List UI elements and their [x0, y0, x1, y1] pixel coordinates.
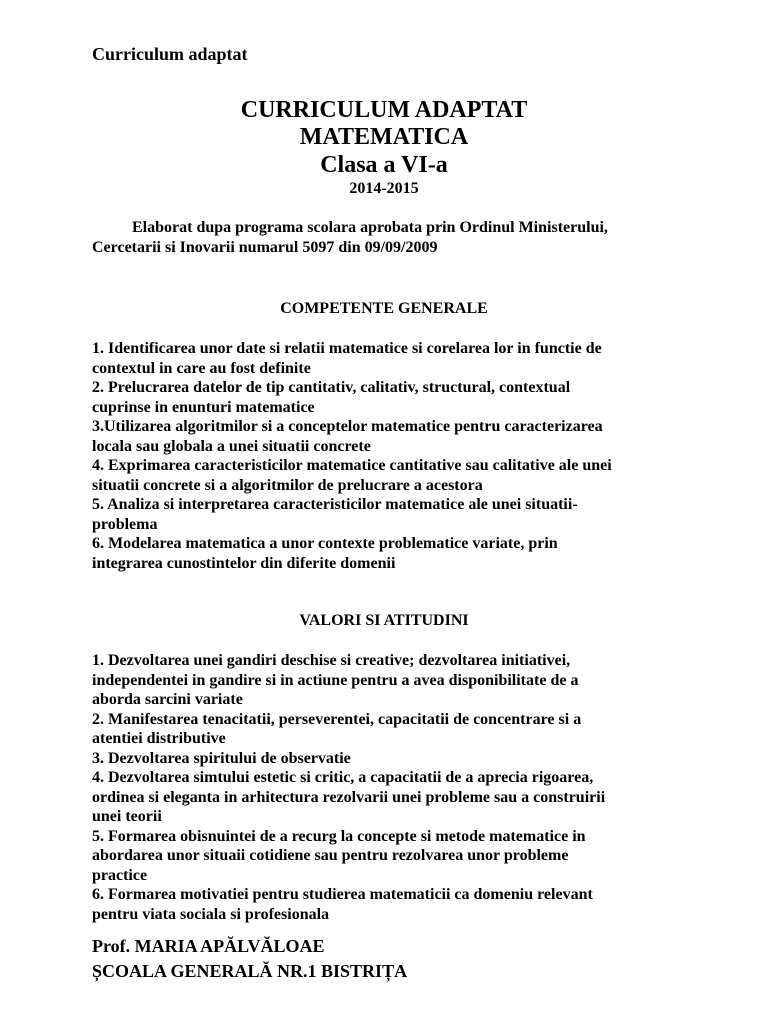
list-line: integrarea cunostintelor din diferite domenii — [92, 554, 396, 572]
list-line: independentei in gandire si in actiune pentru a avea disponibilitate de a — [92, 671, 579, 689]
competente-list — [92, 339, 692, 573]
competente-heading: COMPETENTE GENERALE — [280, 300, 488, 317]
valori-heading: VALORI SI ATITUDINI — [299, 612, 469, 629]
intro-line: Cercetarii si Inovarii numarul 5097 din 09/09/2009 — [92, 239, 438, 256]
list-line: 2. Manifestarea tenacitatii, perseverentei, capacitatii de concentrare si a — [92, 710, 582, 728]
list-line: practice — [92, 866, 148, 884]
list-line: 6. Formarea motivatiei pentru studierea matematicii ca domeniu relevant — [92, 886, 593, 903]
page-header: Curriculum adaptat — [92, 44, 248, 64]
list-line: 1. Identificarea unor date si relatii matematice si corelarea lor in functie de — [92, 340, 602, 357]
list-line: 4. Dezvoltarea simtului estetic si critic, a capacitatii de a aprecia rigoarea, — [92, 769, 594, 786]
title-block — [0, 97, 768, 199]
list-line: 6. Modelarea matematica a unor contexte problematice variate, prin — [92, 535, 558, 552]
school-name: ȘCOALA GENERALĂ NR.1 BISTRIȚA — [92, 961, 408, 981]
list-line: problema — [92, 515, 158, 533]
list-line: situatii concrete si a algoritmilor de prelucrare a acestora — [92, 476, 483, 494]
list-line: cuprinse in enunturi matematice — [92, 398, 315, 416]
author-name: Prof. MARIA APĂLVĂLOAE — [92, 936, 325, 956]
list-line: 3.Utilizarea algoritmilor si a conceptelor matematice pentru caracterizarea — [92, 418, 603, 435]
list-line: 3. Dezvoltarea spiritului de observatie — [92, 749, 351, 767]
list-line: abordarea unor situaii cotidiene sau pentru rezolvarea unor probleme — [92, 847, 569, 864]
list-line: ordinea si eleganta in arhitectura rezolvarii unei probleme sau a construirii — [92, 788, 606, 806]
list-line: locala sau globala a unei situatii concrete — [92, 437, 371, 455]
list-line: atentiei distributive — [92, 730, 226, 747]
document-title: CURRICULUM ADAPTAT — [240, 97, 528, 123]
list-line: unei teorii — [92, 808, 162, 825]
list-line: 5. Analiza si interpretarea caracteristicilor matematice ale unei situatii- — [92, 496, 578, 513]
class-title: Clasa a VI-a — [320, 152, 448, 178]
intro-paragraph — [92, 218, 682, 258]
valori-list — [92, 651, 692, 924]
list-line: 2. Prelucrarea datelor de tip cantitativ, calitativ, structural, contextual — [92, 379, 571, 396]
list-line: 5. Formarea obisnuintei de a recurg la concepte si metode matematice in — [92, 827, 586, 845]
signature-block — [92, 934, 407, 984]
list-line: pentru viata sociala si profesionala — [92, 905, 330, 923]
subject-title: MATEMATICA — [299, 124, 469, 150]
list-line: aborda sarcini variate — [92, 691, 243, 708]
list-line: contextul in care au fost definite — [92, 359, 311, 377]
intro-line: Elaborat dupa programa scolara aprobata prin Ordinul Ministerului, — [132, 219, 608, 236]
list-line: 4. Exprimarea caracteristicilor matematice cantitative sau calitative ale unei — [92, 457, 612, 474]
school-year: 2014-2015 — [349, 180, 419, 197]
list-line: 1. Dezvoltarea unei gandiri deschise si creative; dezvoltarea initiativei, — [92, 652, 571, 669]
